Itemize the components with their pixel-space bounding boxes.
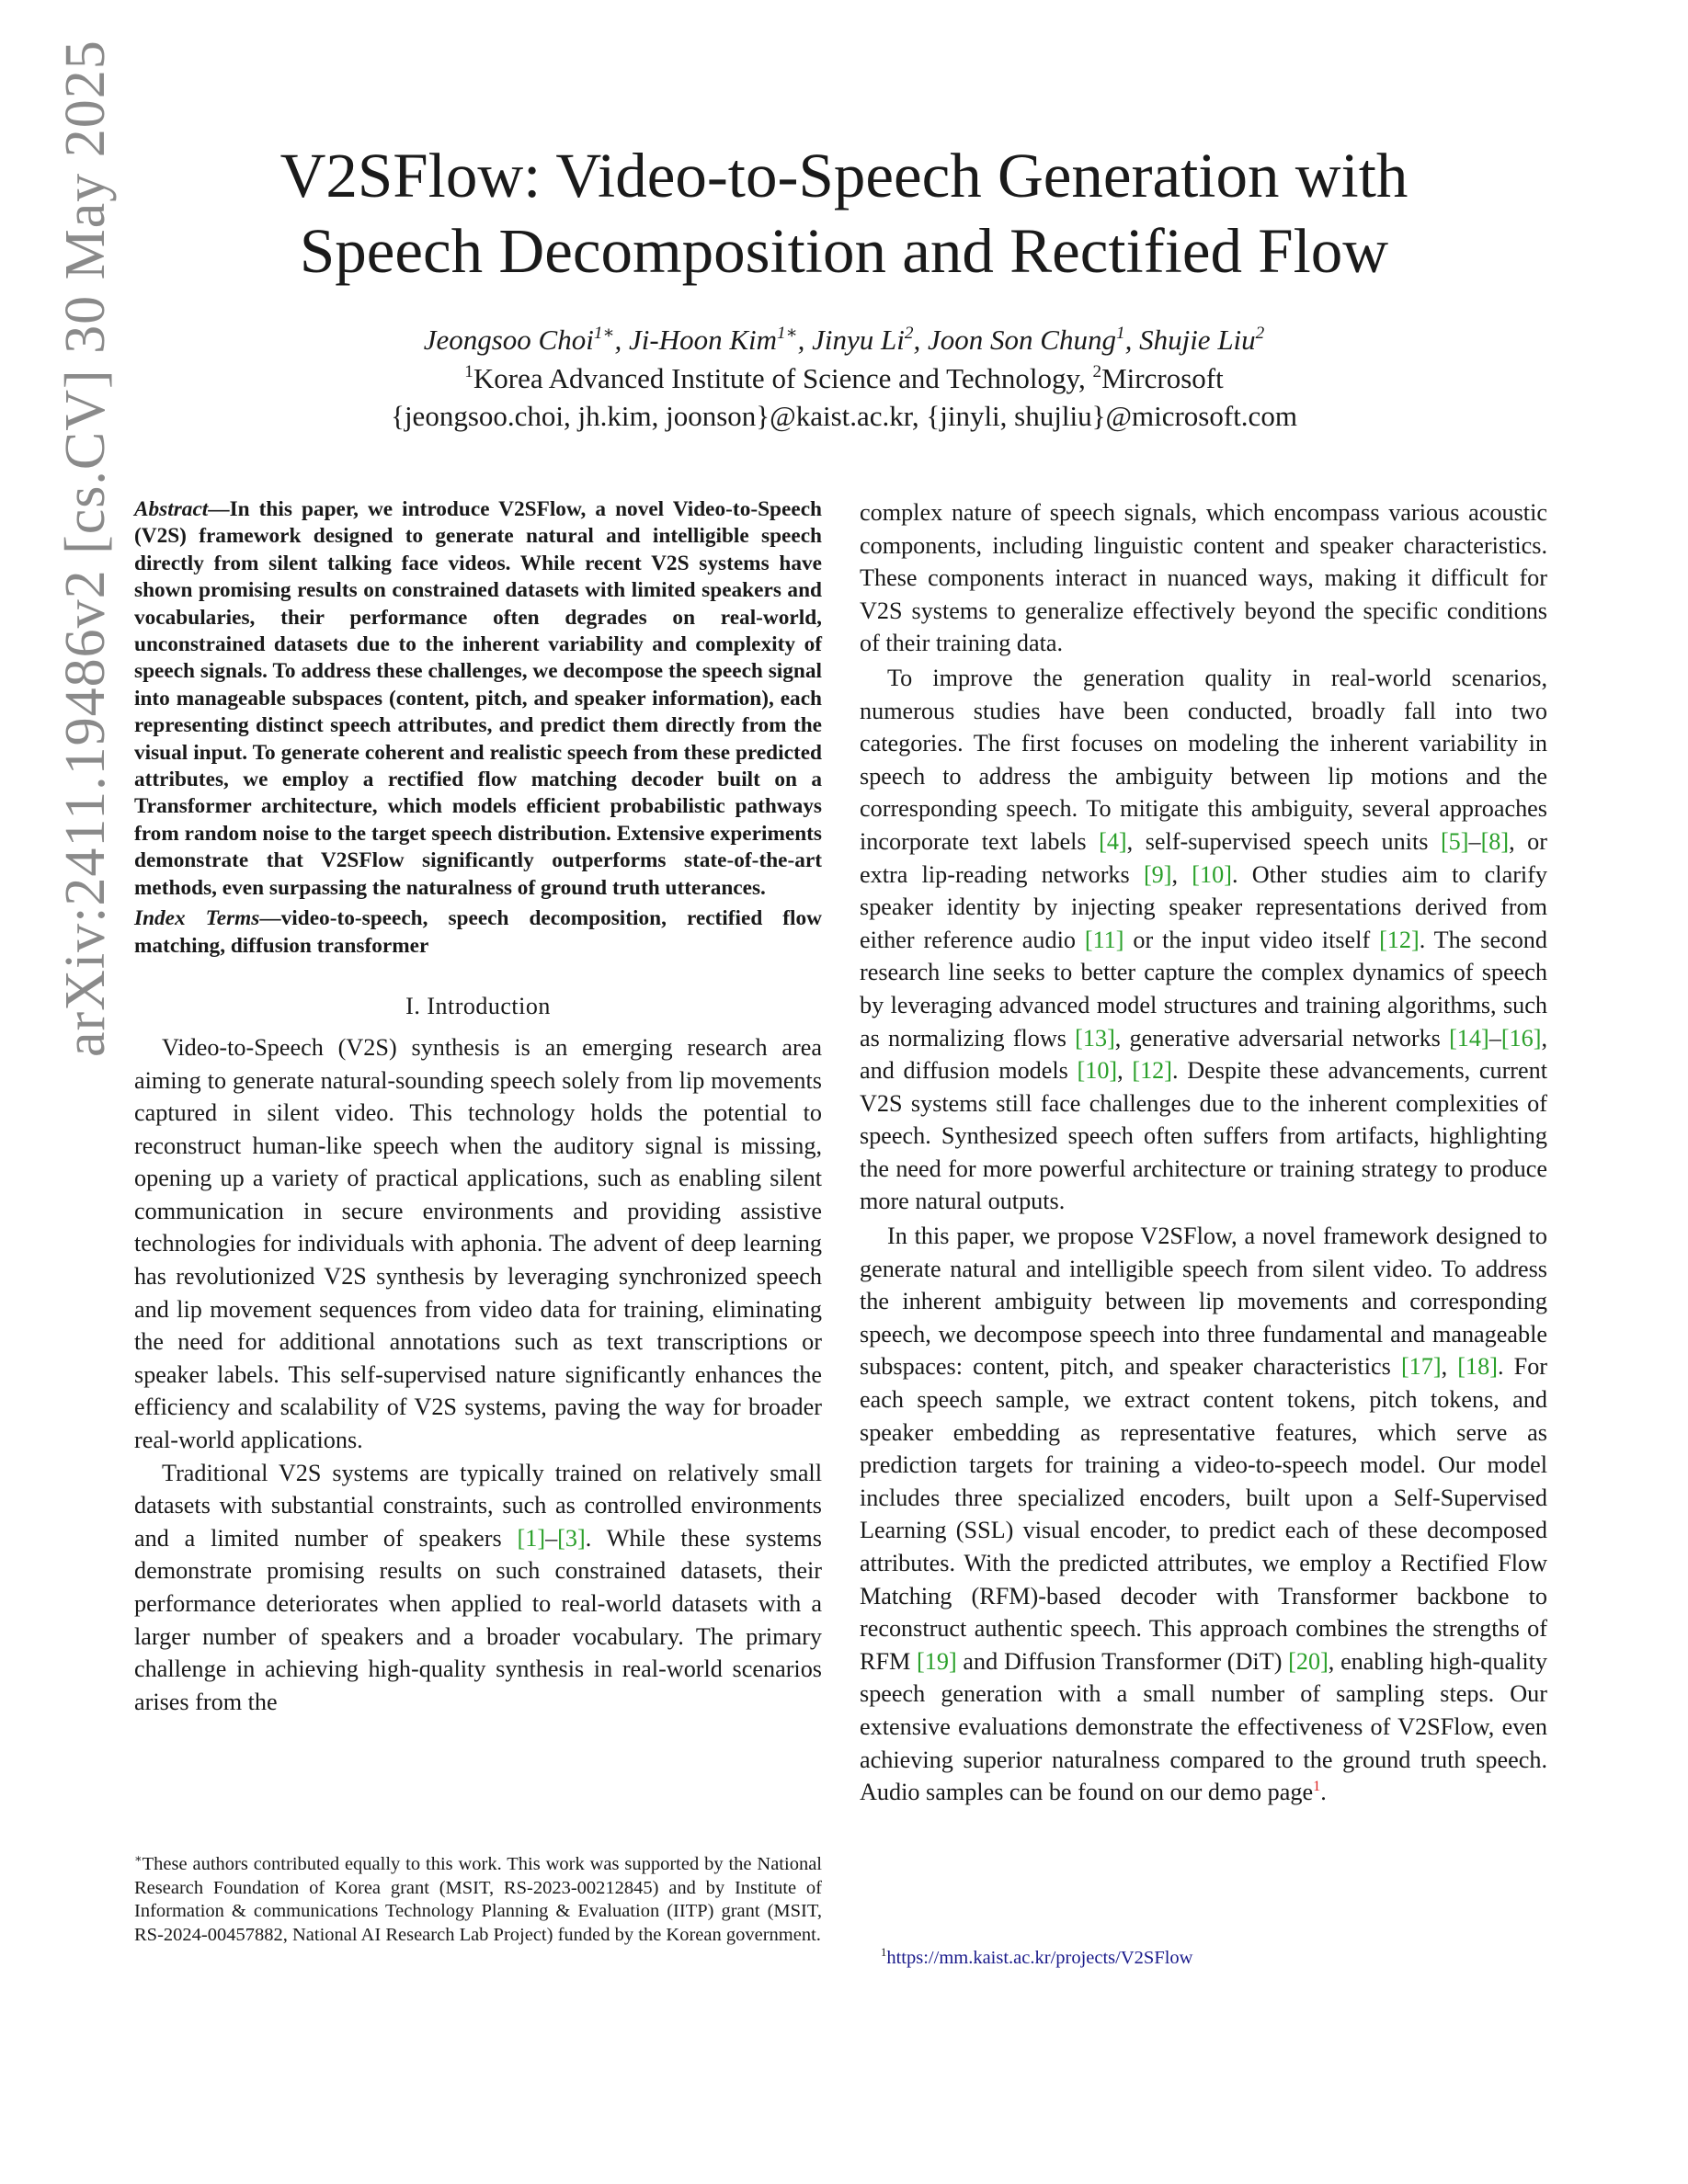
- text-run: , enabling high-quality speech generation with a small number of sampling steps. Our extensive evaluations demonstrate the effectiveness of V2SFlow, even achieving superior naturalness compared to the ground truth speech. Audio samples can be found on our demo page: [860, 1647, 1547, 1806]
- citation-link[interactable]: [14]: [1449, 1024, 1489, 1052]
- affiliations: [138, 360, 1550, 397]
- text-run: ,: [1117, 1057, 1133, 1085]
- text-run: , or extra lip-reading networks: [860, 827, 1547, 888]
- text-run: Traditional V2S systems are typically trained on relatively small datasets with substantial constraints, such as controlled environments and a limited number of speakers: [134, 1459, 822, 1552]
- intro-paragraph-1: Video-to-Speech (V2S) synthesis is an emerging research area aiming to generate natural-sounding speech solely from lip movements captured in silent video. This technology holds the potential to reconstruct human-like speech when the auditory signal is missing, opening up a variety of practical applications, such as enabling silent communication in secure environments and providing assistive technologies for individuals with aphonia. The advent of deep learning has revolutionized V2S synthesis by leveraging synchronized speech and lip movement sequences from video data for training, eliminating the need for additional annotations such as text transcriptions or speaker labels. This self-supervised nature significantly enhances the efficiency and scalability of V2S systems, paving the way for broader real-world applications.: [134, 1033, 822, 1454]
- title-line-1: V2SFlow: Video-to-Speech Generation with: [279, 141, 1409, 210]
- citation-link[interactable]: [13]: [1075, 1024, 1115, 1052]
- abstract: [134, 496, 822, 902]
- citation-link[interactable]: [11]: [1084, 926, 1124, 953]
- right-column: [860, 496, 1547, 1809]
- author-affiliation-mark: 2: [904, 324, 914, 344]
- affiliation-mark: 1: [464, 362, 473, 382]
- left-column: [134, 496, 822, 1718]
- citation-link[interactable]: [16]: [1500, 1024, 1542, 1052]
- text-run: . The second research line seeks to better capture the complex dynamics of speech by leveraging advanced model structures and training algorithms, such as normalizing flows: [860, 926, 1547, 1052]
- abstract-text: —In this paper, we introduce V2SFlow, a novel Video-to-Speech (V2S) framework designed to generate natural and intelligible speech directly from silent talking face videos. While recent V2S systems have shown promising results on constrained datasets with limited speakers and vocabularies, their performance often degrades on real-world, unconstrained datasets due to the inherent variability and complexity of speech signals. To address these challenges, we decompose the speech signal into manageable subspaces (content, pitch, and speaker information), each representing distinct speech attributes, and predict them directly from the visual input. To generate coherent and realistic speech from these predicted attributes, we employ a rectified flow matching decoder built on a Transformer architecture, which models efficient probabilistic pathways from random noise to the target speech distribution. Extensive experiments demonstrate that V2SFlow significantly outperforms state-of-the-art methods, even surpassing the naturalness of ground truth utterances.: [134, 497, 822, 900]
- footnote-mark: ∗: [134, 1852, 143, 1866]
- citation-link[interactable]: [4]: [1099, 827, 1127, 855]
- text-run: , and diffusion models: [860, 1024, 1547, 1085]
- text-run: or the input video itself: [1123, 926, 1380, 953]
- text-run: . While these systems demonstrate promising results on such constrained datasets, their performance deteriorates when applied to real-world datasets with a larger number of speakers and a broader vocabulary. The primary challenge in achieving high-quality synthesis in real-world scenarios arises from the: [134, 1524, 822, 1715]
- text-run: . Despite these advancements, current V2S systems still face challenges due to the inherent complexities of speech. Synthesized speech often suffers from artifacts, highlighting the need for more powerful architecture or training strategy to produce more natural outputs.: [860, 1057, 1547, 1215]
- citation-link[interactable]: [5]: [1440, 827, 1469, 855]
- citation-link[interactable]: [9]: [1143, 860, 1172, 888]
- author-affiliation-mark: 1∗: [593, 324, 615, 344]
- author-affiliation-mark: 1∗: [777, 324, 798, 344]
- citation-link[interactable]: [3]: [557, 1524, 586, 1552]
- demo-page-link[interactable]: https://mm.kaist.ac.kr/projects/V2SFlow: [886, 1948, 1193, 1968]
- citation-link[interactable]: [12]: [1132, 1057, 1172, 1085]
- footnote-mark: 1: [881, 1946, 887, 1960]
- author-name: Shujie Liu: [1139, 324, 1256, 356]
- intro-paragraph-2: [134, 1457, 822, 1719]
- text-run: –: [1468, 827, 1481, 855]
- citation-link[interactable]: [19]: [917, 1647, 957, 1675]
- text-run: and Diffusion Transformer (DiT): [956, 1647, 1289, 1675]
- intro-paragraph-5: [860, 1220, 1547, 1809]
- author-affiliation-mark: 1: [1115, 324, 1125, 344]
- citation-link[interactable]: [1]: [517, 1524, 546, 1552]
- text-run: . Other studies aim to clarify speaker identity by injecting speaker representations derived from either reference audio: [860, 860, 1548, 953]
- footnote-funding: [134, 1853, 822, 1947]
- paper-title: [138, 138, 1550, 289]
- citation-link[interactable]: [12]: [1379, 926, 1420, 953]
- author-name: Joon Son Chung: [928, 324, 1116, 356]
- intro-paragraph-3: complex nature of speech signals, which encompass various acoustic components, including linguistic content and speaker characteristics. These components interact in nuanced ways, making it difficult for V2S systems to generalize effectively beyond the specific conditions of their training data.: [860, 499, 1547, 657]
- citation-link[interactable]: [18]: [1457, 1353, 1498, 1381]
- author-affiliation-mark: 2: [1255, 324, 1265, 344]
- text-run: .: [1320, 1779, 1327, 1806]
- author-emails: {jeongsoo.choi, jh.kim, joonson}@kaist.ac.kr, {jinyli, shujliu}@microsoft.com: [391, 400, 1297, 432]
- abstract-label: Abstract: [134, 497, 209, 521]
- affiliation-1: Korea Advanced Institute of Science and Technology,: [473, 362, 1093, 394]
- title-line-2: Speech Decomposition and Rectified Flow: [299, 216, 1389, 286]
- author-name: Jeongsoo Choi: [423, 324, 594, 356]
- author-name: Jinyu Li: [812, 324, 905, 356]
- citation-link[interactable]: [20]: [1288, 1647, 1329, 1675]
- footnote-demo-url: [881, 1947, 1543, 1971]
- index-terms: [134, 905, 822, 960]
- text-run: –: [545, 1524, 558, 1552]
- intro-paragraph-4: [860, 662, 1547, 1218]
- affiliation-2: Mircrosoft: [1101, 362, 1224, 394]
- text-run: , generative adversarial networks: [1114, 1024, 1450, 1052]
- author-name: Ji-Hoon Kim: [629, 324, 778, 356]
- text-run: –: [1488, 1024, 1501, 1052]
- text-run: ,: [1171, 860, 1192, 888]
- section-heading-introduction: I. Introduction: [405, 992, 551, 1019]
- footnote-text: These authors contributed equally to this work. This work was supported by the National Research Foundation of Korea grant (MSIT, RS-2023-00212845) and by Institute of Information & communications Technology Planning & Evaluation (IITP) grant (MSIT, RS-2024-00457882, National AI Research Lab Project) funded by the Korean government.: [134, 1854, 822, 1945]
- citation-link[interactable]: [10]: [1077, 1057, 1118, 1085]
- citation-link[interactable]: [8]: [1480, 827, 1510, 855]
- author-list: Jeongsoo Choi$^{1∗}$, Ji-Hoon Kim$^{1∗}$, Jinyu Li$^2$, Joon Son Chung$^1$, Shujie Liu$^2$: [423, 324, 1265, 356]
- index-terms-text: —video-to-speech, speech decomposition, rectified flow matching, diffusion transformer: [134, 906, 822, 958]
- citation-link[interactable]: [10]: [1192, 860, 1232, 888]
- citation-link[interactable]: [17]: [1400, 1353, 1442, 1381]
- text-run: ,: [1441, 1353, 1458, 1381]
- text-run: , self-supervised speech units: [1126, 827, 1441, 855]
- affiliation-mark: 2: [1092, 362, 1102, 382]
- footnote-link[interactable]: 1: [1313, 1778, 1321, 1795]
- index-terms-label: Index Terms: [134, 906, 260, 931]
- text-run: . For each speech sample, we extract content tokens, pitch tokens, and speaker embedding as representative features, which serve as prediction targets for training a video-to-speech model. Our model includes three specialized encoders, built upon a Self-Supervised Learning (SSL) visual encoder, to predict each of these decomposed attributes. With the predicted attributes, we employ a Rectified Flow Matching (RFM)-based decoder with Transformer backbone to reconstruct authentic speech. This approach combines the strengths of RFM: [860, 1353, 1548, 1675]
- text-run: In this paper, we propose V2SFlow, a novel framework designed to generate natural and intelligible speech from silent video. To address the inherent ambiguity between lip movements and corresponding speech, we decompose speech into three fundamental and manageable subspaces: content, pitch, and speaker characteristics: [860, 1223, 1547, 1381]
- text-run: To improve the generation quality in real-world scenarios, numerous studies have been conducted, broadly fall into two categories. The first focuses on modeling the inherent variability in speech to address the ambiguity between lip motions and the corresponding speech. To mitigate this ambiguity, several approaches incorporate text labels: [860, 664, 1547, 855]
- arxiv-identifier: arXiv:2411.19486v2 [cs.CV] 30 May 2025: [54, 40, 117, 1057]
